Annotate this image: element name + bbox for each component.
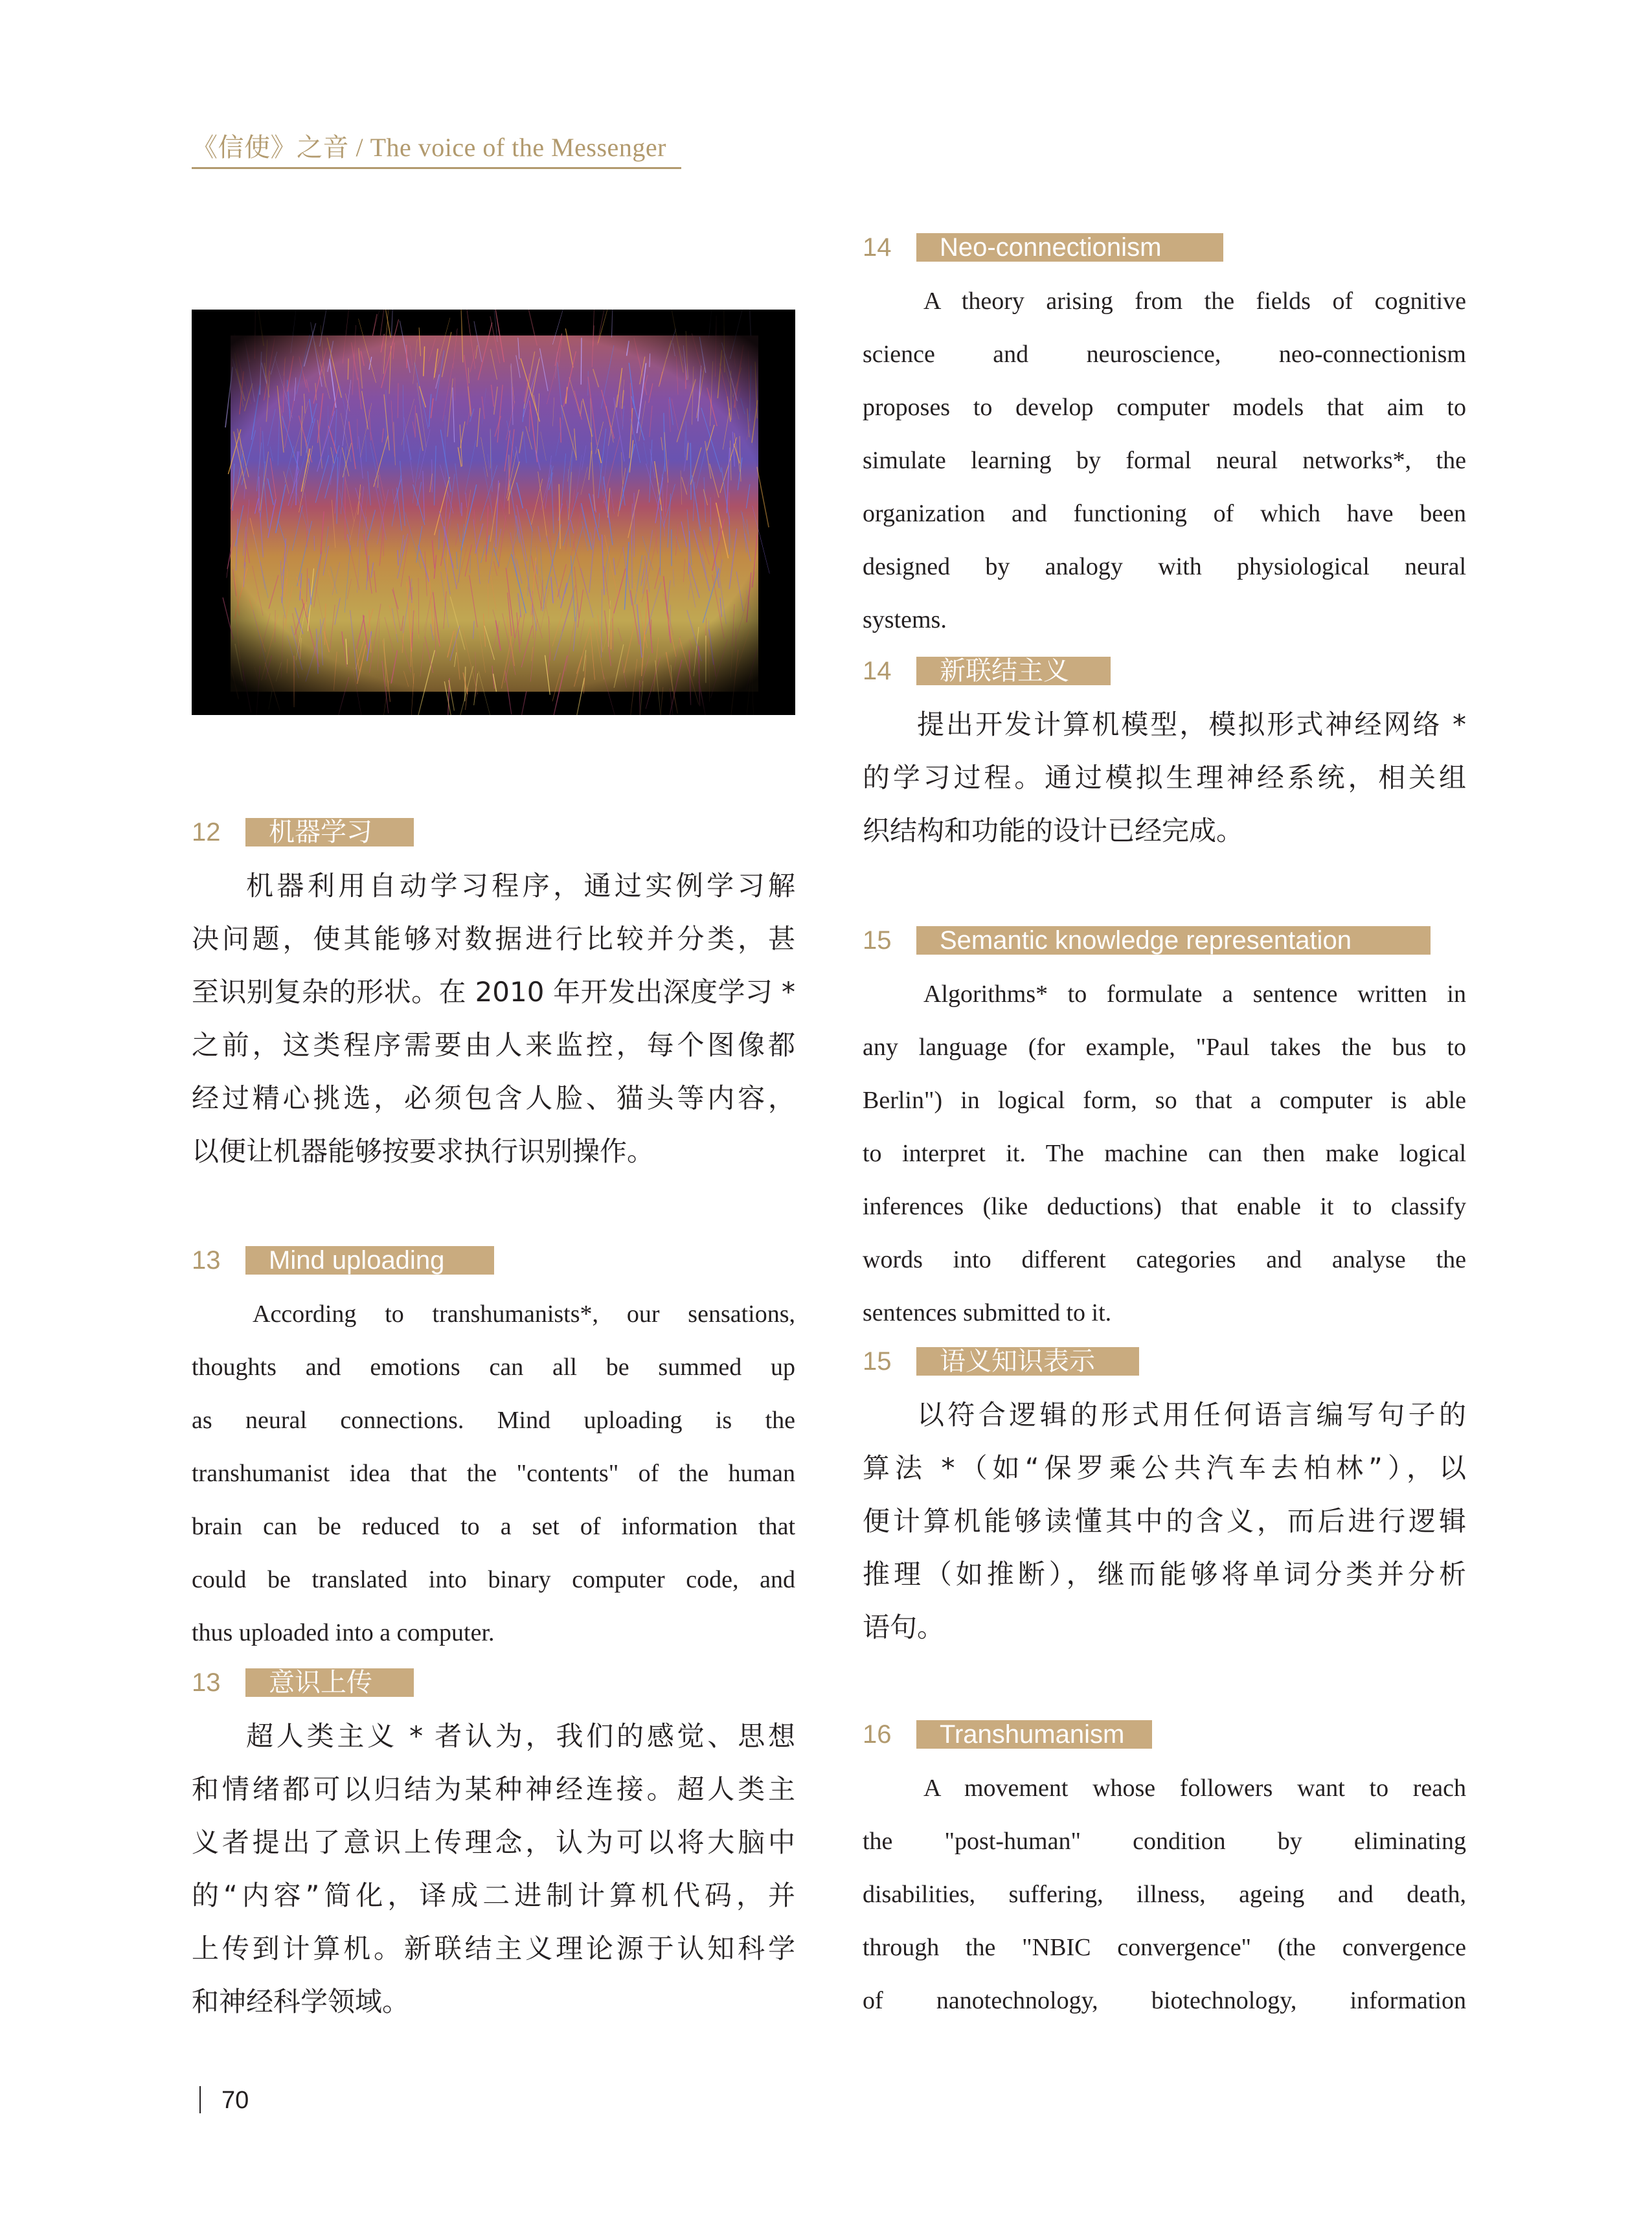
text-line: 以便让机器能够按要求执行识别操作。: [192, 1135, 655, 1167]
text-line: brain can be reduced to a set of information that: [192, 1513, 795, 1540]
entry-number: 13: [192, 1668, 221, 1697]
entry-number: 14: [863, 657, 892, 685]
entry-12-zh-body: [192, 859, 795, 1178]
neural-network-illustration: [192, 310, 795, 715]
entry-14-en-body: [863, 275, 1466, 646]
folio-divider: [199, 2086, 201, 2113]
text-line: 算法 *（如“保罗乘公共汽车去柏林”），以: [863, 1452, 1466, 1484]
entry-number: 12: [192, 818, 221, 846]
text-line: 推理（如推断），继而能够将单词分类并分析: [863, 1558, 1466, 1590]
text-line: According to transhumanists*, our sensations,: [253, 1300, 795, 1328]
text-line: disabilities, suffering, illness, ageing and death,: [863, 1881, 1466, 1908]
entry-number: 15: [863, 1347, 892, 1376]
running-head: 《信使》之音 / The voice of the Messenger: [192, 133, 666, 162]
entry-title-tag: 新联结主义: [916, 657, 1111, 685]
text-line: Algorithms* to formulate a sentence written in: [923, 981, 1466, 1008]
text-line: 超人类主义 * 者认为，我们的感觉、思想: [246, 1720, 795, 1752]
text-line: 的“内容”简化，译成二进制计算机代码，并: [192, 1880, 795, 1911]
text-line: 提出开发计算机模型，模拟形式神经网络 *: [917, 709, 1466, 740]
page-number: 70: [221, 2087, 249, 2114]
text-line: 上传到计算机。新联结主义理论源于认知科学: [192, 1933, 795, 1964]
text-line: 织结构和功能的设计已经完成。: [863, 815, 1244, 846]
text-line: sentences submitted to it.: [863, 1299, 1112, 1326]
text-line: organization and functioning of which have been: [863, 500, 1466, 527]
text-line: as neural connections. Mind uploading is the: [192, 1407, 795, 1434]
entry-14-zh-body: [863, 698, 1466, 857]
entry-title-tag: Transhumanism: [916, 1720, 1152, 1749]
text-line: of nanotechnology, biotechnology, information: [863, 1987, 1466, 2014]
entry-title-tag: 意识上传: [245, 1668, 414, 1697]
text-line: could be translated into binary computer code, and: [192, 1566, 795, 1593]
entry-13-zh-body: [192, 1710, 795, 2028]
entry-title-tag: Neo-connectionism: [916, 233, 1223, 262]
text-line: systems.: [863, 606, 947, 633]
text-line: proposes to develop computer models that aim to: [863, 394, 1466, 421]
text-line: Berlin") in logical form, so that a computer is able: [863, 1087, 1466, 1114]
entry-15-zh-body: [863, 1389, 1466, 1654]
text-line: 以符合逻辑的形式用任何语言编写句子的: [917, 1399, 1466, 1431]
text-line: 义者提出了意识上传理念，认为可以将大脑中: [192, 1826, 795, 1858]
text-line: 便计算机能够读懂其中的含义，而后进行逻辑: [863, 1505, 1466, 1537]
text-line: any language (for example, "Paul takes the bus to: [863, 1034, 1466, 1061]
entry-title-tag: Mind uploading: [245, 1246, 494, 1275]
text-line: 的学习过程。通过模拟生理神经系统，相关组: [863, 762, 1466, 793]
text-line: 和情绪都可以归结为某种神经连接。超人类主: [192, 1773, 795, 1805]
text-line: 语句。: [863, 1611, 945, 1643]
entry-number: 13: [192, 1246, 221, 1275]
text-line: science and neuroscience, neo-connectionism: [863, 341, 1466, 368]
text-line: to interpret it. The machine can then make logical: [863, 1140, 1466, 1167]
entry-13-en-body: [192, 1288, 795, 1659]
entry-number: 15: [863, 926, 892, 955]
entry-number: 16: [863, 1720, 892, 1749]
text-line: designed by analogy with physiological neural: [863, 553, 1466, 580]
text-line: thus uploaded into a computer.: [192, 1619, 495, 1646]
running-head-rule: [192, 167, 681, 169]
text-line: 和神经科学领域。: [192, 1986, 410, 2017]
entry-16-en-body: [863, 1762, 1466, 2027]
text-line: the "post-human" condition by eliminating: [863, 1828, 1466, 1855]
entry-title-tag: 语义知识表示: [916, 1347, 1139, 1376]
text-line: 至识别复杂的形状。在 2010 年开发出深度学习 *: [192, 976, 795, 1008]
entry-title-tag: Semantic knowledge representation: [916, 926, 1431, 955]
text-line: words into different categories and analyse the: [863, 1246, 1466, 1273]
text-line: 之前，这类程序需要由人来监控，每个图像都: [192, 1029, 795, 1061]
text-line: 经过精心挑选，必须包含人脸、猫头等内容，: [192, 1082, 795, 1114]
entry-title-tag: 机器学习: [245, 818, 414, 846]
text-line: 决问题，使其能够对数据进行比较并分类，甚: [192, 923, 795, 955]
entry-15-en-body: [863, 968, 1466, 1339]
text-line: A theory arising from the fields of cognitive: [923, 288, 1466, 315]
text-line: A movement whose followers want to reach: [923, 1775, 1466, 1802]
text-line: thoughts and emotions can all be summed up: [192, 1354, 795, 1381]
text-line: inferences (like deductions) that enable it to classify: [863, 1193, 1466, 1220]
entry-number: 14: [863, 233, 892, 262]
text-line: transhumanist idea that the "contents" of the human: [192, 1460, 795, 1487]
text-line: through the "NBIC convergence" (the convergence: [863, 1934, 1466, 1961]
text-line: simulate learning by formal neural networks*, the: [863, 447, 1466, 474]
text-line: 机器利用自动学习程序，通过实例学习解: [246, 870, 795, 902]
